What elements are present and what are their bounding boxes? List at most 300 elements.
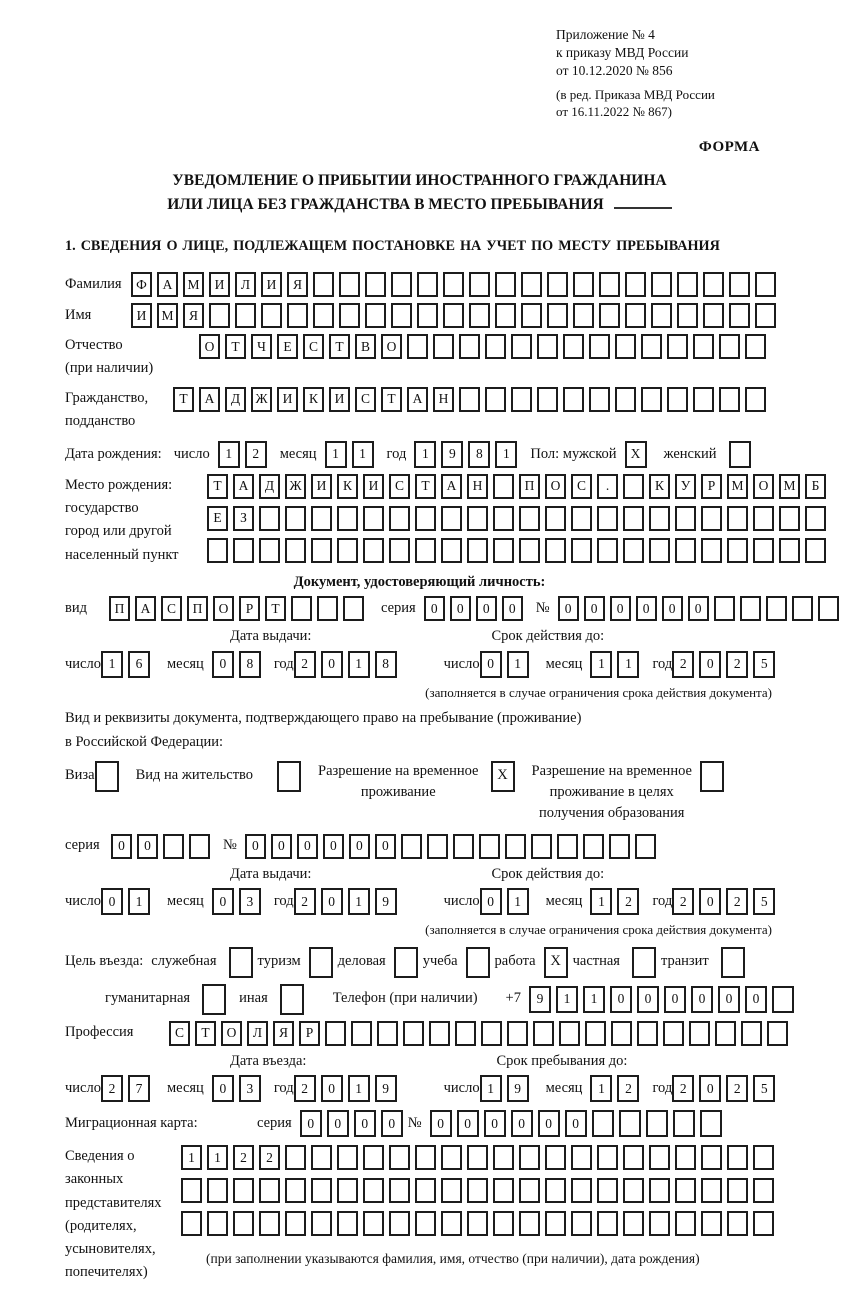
char-cell[interactable]: 1 bbox=[583, 986, 605, 1013]
char-cell[interactable]: И bbox=[131, 303, 152, 328]
char-cell[interactable]: 1 bbox=[507, 888, 529, 915]
char-cell[interactable]: Т bbox=[207, 474, 228, 499]
char-cell[interactable]: О bbox=[545, 474, 566, 499]
char-cell[interactable] bbox=[677, 272, 698, 297]
char-cell[interactable] bbox=[729, 303, 750, 328]
char-cell[interactable]: 6 bbox=[128, 651, 150, 678]
char-cell[interactable] bbox=[441, 1178, 462, 1203]
char-cell[interactable] bbox=[493, 506, 514, 531]
char-cell[interactable]: Р bbox=[299, 1021, 320, 1046]
char-cell[interactable]: П bbox=[109, 596, 130, 621]
char-cell[interactable] bbox=[766, 596, 787, 621]
char-cell[interactable]: 1 bbox=[101, 651, 123, 678]
char-cell[interactable] bbox=[287, 303, 308, 328]
char-cell[interactable]: 0 bbox=[212, 888, 234, 915]
char-cell[interactable]: 9 bbox=[529, 986, 551, 1013]
char-cell[interactable]: 9 bbox=[507, 1075, 529, 1102]
char-cell[interactable] bbox=[285, 1178, 306, 1203]
char-cell[interactable]: Ч bbox=[251, 334, 272, 359]
residence-series-cells[interactable] bbox=[111, 834, 215, 859]
profession-cells[interactable] bbox=[169, 1021, 793, 1046]
char-cell[interactable]: 0 bbox=[111, 834, 132, 859]
char-cell[interactable]: 0 bbox=[137, 834, 158, 859]
char-cell[interactable]: 5 bbox=[753, 651, 775, 678]
char-cell[interactable] bbox=[573, 272, 594, 297]
entry-year-cells[interactable] bbox=[294, 1075, 402, 1102]
char-cell[interactable] bbox=[545, 538, 566, 563]
representatives-cells-row1[interactable] bbox=[181, 1145, 779, 1170]
char-cell[interactable] bbox=[571, 1178, 592, 1203]
char-cell[interactable] bbox=[417, 272, 438, 297]
char-cell[interactable] bbox=[563, 334, 584, 359]
char-cell[interactable]: 0 bbox=[718, 986, 740, 1013]
char-cell[interactable]: 3 bbox=[239, 888, 261, 915]
char-cell[interactable]: Ж bbox=[251, 387, 272, 412]
char-cell[interactable] bbox=[545, 1178, 566, 1203]
char-cell[interactable] bbox=[615, 334, 636, 359]
char-cell[interactable]: Е bbox=[277, 334, 298, 359]
char-cell[interactable]: Ж bbox=[285, 474, 306, 499]
char-cell[interactable]: 0 bbox=[565, 1110, 587, 1137]
char-cell[interactable]: Е bbox=[207, 506, 228, 531]
char-cell[interactable]: 1 bbox=[352, 441, 374, 468]
char-cell[interactable] bbox=[519, 506, 540, 531]
char-cell[interactable]: 0 bbox=[484, 1110, 506, 1137]
char-cell[interactable] bbox=[755, 303, 776, 328]
char-cell[interactable]: 1 bbox=[556, 986, 578, 1013]
char-cell[interactable] bbox=[623, 1211, 644, 1236]
char-cell[interactable]: 0 bbox=[480, 651, 502, 678]
char-cell[interactable] bbox=[229, 947, 253, 978]
char-cell[interactable]: 0 bbox=[424, 596, 445, 621]
char-cell[interactable] bbox=[779, 506, 800, 531]
char-cell[interactable] bbox=[493, 1145, 514, 1170]
char-cell[interactable] bbox=[337, 538, 358, 563]
char-cell[interactable] bbox=[311, 1211, 332, 1236]
char-cell[interactable] bbox=[635, 834, 656, 859]
char-cell[interactable]: X bbox=[544, 947, 568, 978]
char-cell[interactable]: 0 bbox=[637, 986, 659, 1013]
char-cell[interactable] bbox=[325, 1021, 346, 1046]
char-cell[interactable]: 2 bbox=[672, 888, 694, 915]
char-cell[interactable]: 0 bbox=[511, 1110, 533, 1137]
char-cell[interactable]: 1 bbox=[181, 1145, 202, 1170]
char-cell[interactable] bbox=[714, 596, 735, 621]
char-cell[interactable]: 0 bbox=[212, 651, 234, 678]
char-cell[interactable] bbox=[727, 1211, 748, 1236]
char-cell[interactable]: И bbox=[363, 474, 384, 499]
char-cell[interactable]: 1 bbox=[590, 888, 612, 915]
char-cell[interactable] bbox=[181, 1178, 202, 1203]
char-cell[interactable]: Д bbox=[259, 474, 280, 499]
char-cell[interactable]: X bbox=[625, 441, 647, 468]
representatives-cells-row2[interactable] bbox=[181, 1178, 779, 1203]
char-cell[interactable] bbox=[280, 984, 304, 1015]
char-cell[interactable]: 1 bbox=[325, 441, 347, 468]
char-cell[interactable] bbox=[189, 834, 210, 859]
char-cell[interactable] bbox=[391, 303, 412, 328]
char-cell[interactable] bbox=[753, 538, 774, 563]
char-cell[interactable] bbox=[585, 1021, 606, 1046]
char-cell[interactable] bbox=[649, 506, 670, 531]
char-cell[interactable]: 2 bbox=[726, 888, 748, 915]
char-cell[interactable]: 0 bbox=[297, 834, 318, 859]
char-cell[interactable] bbox=[337, 1145, 358, 1170]
birth-place-cells-row2[interactable] bbox=[207, 506, 831, 531]
char-cell[interactable] bbox=[389, 1145, 410, 1170]
char-cell[interactable] bbox=[339, 303, 360, 328]
res-valid-year-cells[interactable] bbox=[672, 888, 780, 915]
char-cell[interactable] bbox=[557, 834, 578, 859]
char-cell[interactable] bbox=[493, 1211, 514, 1236]
char-cell[interactable] bbox=[703, 272, 724, 297]
char-cell[interactable] bbox=[313, 272, 334, 297]
char-cell[interactable] bbox=[363, 1178, 384, 1203]
char-cell[interactable] bbox=[649, 538, 670, 563]
char-cell[interactable] bbox=[721, 947, 745, 978]
char-cell[interactable]: Я bbox=[273, 1021, 294, 1046]
char-cell[interactable]: О bbox=[221, 1021, 242, 1046]
char-cell[interactable]: А bbox=[407, 387, 428, 412]
char-cell[interactable] bbox=[753, 1145, 774, 1170]
char-cell[interactable] bbox=[95, 761, 119, 792]
char-cell[interactable] bbox=[389, 1211, 410, 1236]
char-cell[interactable]: 0 bbox=[323, 834, 344, 859]
char-cell[interactable] bbox=[505, 834, 526, 859]
char-cell[interactable]: С bbox=[169, 1021, 190, 1046]
char-cell[interactable] bbox=[339, 272, 360, 297]
char-cell[interactable] bbox=[493, 1178, 514, 1203]
char-cell[interactable] bbox=[623, 474, 644, 499]
edu-permit-checkbox[interactable] bbox=[700, 761, 729, 792]
sex-male-checkbox[interactable] bbox=[625, 441, 652, 468]
char-cell[interactable]: 0 bbox=[321, 888, 343, 915]
char-cell[interactable] bbox=[609, 834, 630, 859]
char-cell[interactable] bbox=[415, 1178, 436, 1203]
valid-day-cells[interactable] bbox=[480, 651, 534, 678]
char-cell[interactable]: Н bbox=[467, 474, 488, 499]
char-cell[interactable] bbox=[493, 474, 514, 499]
char-cell[interactable] bbox=[259, 506, 280, 531]
char-cell[interactable]: 0 bbox=[321, 651, 343, 678]
char-cell[interactable]: И bbox=[329, 387, 350, 412]
char-cell[interactable]: 0 bbox=[327, 1110, 349, 1137]
char-cell[interactable] bbox=[673, 1110, 695, 1137]
char-cell[interactable] bbox=[651, 303, 672, 328]
char-cell[interactable] bbox=[401, 834, 422, 859]
char-cell[interactable] bbox=[701, 538, 722, 563]
char-cell[interactable]: X bbox=[491, 761, 515, 792]
char-cell[interactable]: 0 bbox=[212, 1075, 234, 1102]
char-cell[interactable] bbox=[589, 387, 610, 412]
char-cell[interactable] bbox=[755, 272, 776, 297]
char-cell[interactable]: А bbox=[199, 387, 220, 412]
char-cell[interactable] bbox=[433, 334, 454, 359]
char-cell[interactable] bbox=[389, 538, 410, 563]
char-cell[interactable] bbox=[700, 761, 724, 792]
char-cell[interactable]: 0 bbox=[476, 596, 497, 621]
char-cell[interactable]: 0 bbox=[349, 834, 370, 859]
char-cell[interactable]: Б bbox=[805, 474, 826, 499]
char-cell[interactable]: 0 bbox=[375, 834, 396, 859]
char-cell[interactable] bbox=[427, 834, 448, 859]
purpose-business-checkbox[interactable] bbox=[394, 947, 423, 978]
char-cell[interactable] bbox=[259, 1211, 280, 1236]
res-valid-day-cells[interactable] bbox=[480, 888, 534, 915]
char-cell[interactable] bbox=[291, 596, 312, 621]
valid-month-cells[interactable] bbox=[590, 651, 644, 678]
citizenship-cells[interactable] bbox=[173, 387, 771, 412]
char-cell[interactable] bbox=[805, 506, 826, 531]
char-cell[interactable]: 1 bbox=[348, 651, 370, 678]
char-cell[interactable] bbox=[533, 1021, 554, 1046]
char-cell[interactable] bbox=[741, 1021, 762, 1046]
char-cell[interactable] bbox=[545, 1145, 566, 1170]
char-cell[interactable] bbox=[792, 596, 813, 621]
char-cell[interactable] bbox=[343, 596, 364, 621]
char-cell[interactable]: 0 bbox=[502, 596, 523, 621]
char-cell[interactable] bbox=[259, 538, 280, 563]
char-cell[interactable] bbox=[649, 1211, 670, 1236]
char-cell[interactable] bbox=[719, 387, 740, 412]
purpose-humanitarian-checkbox[interactable] bbox=[202, 984, 231, 1015]
char-cell[interactable] bbox=[599, 272, 620, 297]
char-cell[interactable]: П bbox=[187, 596, 208, 621]
char-cell[interactable] bbox=[455, 1021, 476, 1046]
char-cell[interactable] bbox=[351, 1021, 372, 1046]
char-cell[interactable] bbox=[459, 334, 480, 359]
char-cell[interactable]: М bbox=[727, 474, 748, 499]
migration-number-cells[interactable] bbox=[430, 1110, 727, 1137]
char-cell[interactable]: 3 bbox=[239, 1075, 261, 1102]
char-cell[interactable] bbox=[209, 303, 230, 328]
char-cell[interactable]: 8 bbox=[239, 651, 261, 678]
char-cell[interactable]: Л bbox=[247, 1021, 268, 1046]
char-cell[interactable] bbox=[519, 1211, 540, 1236]
char-cell[interactable] bbox=[677, 303, 698, 328]
char-cell[interactable]: Т bbox=[265, 596, 286, 621]
char-cell[interactable] bbox=[441, 506, 462, 531]
char-cell[interactable] bbox=[389, 506, 410, 531]
char-cell[interactable]: 1 bbox=[495, 441, 517, 468]
char-cell[interactable] bbox=[753, 1178, 774, 1203]
res-issue-day-cells[interactable] bbox=[101, 888, 155, 915]
char-cell[interactable]: 1 bbox=[617, 651, 639, 678]
char-cell[interactable]: 8 bbox=[468, 441, 490, 468]
char-cell[interactable] bbox=[597, 538, 618, 563]
char-cell[interactable] bbox=[469, 272, 490, 297]
char-cell[interactable] bbox=[511, 334, 532, 359]
char-cell[interactable] bbox=[311, 538, 332, 563]
char-cell[interactable]: Т bbox=[415, 474, 436, 499]
char-cell[interactable] bbox=[337, 506, 358, 531]
char-cell[interactable] bbox=[693, 387, 714, 412]
visa-checkbox[interactable] bbox=[95, 761, 124, 792]
char-cell[interactable]: О bbox=[199, 334, 220, 359]
char-cell[interactable]: А bbox=[157, 272, 178, 297]
char-cell[interactable]: К bbox=[337, 474, 358, 499]
birth-place-cells-row1[interactable] bbox=[207, 474, 831, 499]
char-cell[interactable] bbox=[779, 538, 800, 563]
char-cell[interactable] bbox=[571, 506, 592, 531]
char-cell[interactable] bbox=[615, 387, 636, 412]
entry-month-cells[interactable] bbox=[212, 1075, 266, 1102]
birth-place-cells-row3[interactable] bbox=[207, 538, 831, 563]
char-cell[interactable]: 9 bbox=[375, 888, 397, 915]
char-cell[interactable] bbox=[459, 387, 480, 412]
char-cell[interactable]: 2 bbox=[101, 1075, 123, 1102]
char-cell[interactable] bbox=[311, 1145, 332, 1170]
char-cell[interactable]: 0 bbox=[457, 1110, 479, 1137]
char-cell[interactable]: Я bbox=[287, 272, 308, 297]
char-cell[interactable]: Т bbox=[195, 1021, 216, 1046]
doc-kind-cells[interactable] bbox=[109, 596, 369, 621]
char-cell[interactable] bbox=[701, 1211, 722, 1236]
char-cell[interactable] bbox=[547, 303, 568, 328]
char-cell[interactable] bbox=[443, 272, 464, 297]
char-cell[interactable]: Т bbox=[225, 334, 246, 359]
char-cell[interactable] bbox=[181, 1211, 202, 1236]
char-cell[interactable] bbox=[163, 834, 184, 859]
char-cell[interactable] bbox=[311, 1178, 332, 1203]
char-cell[interactable] bbox=[235, 303, 256, 328]
char-cell[interactable]: М bbox=[157, 303, 178, 328]
char-cell[interactable]: А bbox=[233, 474, 254, 499]
char-cell[interactable]: 0 bbox=[636, 596, 657, 621]
purpose-work-checkbox[interactable] bbox=[544, 947, 573, 978]
char-cell[interactable]: П bbox=[519, 474, 540, 499]
char-cell[interactable] bbox=[818, 596, 839, 621]
char-cell[interactable] bbox=[767, 1021, 788, 1046]
char-cell[interactable] bbox=[571, 1145, 592, 1170]
char-cell[interactable]: 0 bbox=[538, 1110, 560, 1137]
char-cell[interactable]: 0 bbox=[381, 1110, 403, 1137]
char-cell[interactable]: 2 bbox=[294, 888, 316, 915]
char-cell[interactable]: А bbox=[135, 596, 156, 621]
doc-number-cells[interactable] bbox=[558, 596, 844, 621]
char-cell[interactable]: 2 bbox=[672, 651, 694, 678]
char-cell[interactable] bbox=[469, 303, 490, 328]
char-cell[interactable]: 2 bbox=[617, 888, 639, 915]
char-cell[interactable] bbox=[667, 387, 688, 412]
char-cell[interactable] bbox=[589, 334, 610, 359]
char-cell[interactable]: 0 bbox=[662, 596, 683, 621]
char-cell[interactable] bbox=[417, 303, 438, 328]
char-cell[interactable] bbox=[619, 1110, 641, 1137]
char-cell[interactable] bbox=[467, 1145, 488, 1170]
char-cell[interactable] bbox=[675, 1145, 696, 1170]
char-cell[interactable]: К bbox=[303, 387, 324, 412]
issue-month-cells[interactable] bbox=[212, 651, 266, 678]
char-cell[interactable] bbox=[441, 1211, 462, 1236]
char-cell[interactable]: . bbox=[597, 474, 618, 499]
char-cell[interactable]: 0 bbox=[699, 1075, 721, 1102]
char-cell[interactable] bbox=[261, 303, 282, 328]
char-cell[interactable] bbox=[467, 538, 488, 563]
migration-series-cells[interactable] bbox=[300, 1110, 408, 1137]
char-cell[interactable] bbox=[415, 1211, 436, 1236]
doc-series-cells[interactable] bbox=[424, 596, 528, 621]
char-cell[interactable] bbox=[519, 538, 540, 563]
char-cell[interactable]: 1 bbox=[348, 1075, 370, 1102]
char-cell[interactable] bbox=[693, 334, 714, 359]
char-cell[interactable] bbox=[285, 1211, 306, 1236]
char-cell[interactable] bbox=[415, 506, 436, 531]
char-cell[interactable]: Л bbox=[235, 272, 256, 297]
char-cell[interactable] bbox=[485, 387, 506, 412]
char-cell[interactable]: Ф bbox=[131, 272, 152, 297]
char-cell[interactable] bbox=[495, 303, 516, 328]
char-cell[interactable] bbox=[429, 1021, 450, 1046]
char-cell[interactable] bbox=[597, 1178, 618, 1203]
char-cell[interactable]: 1 bbox=[128, 888, 150, 915]
char-cell[interactable] bbox=[689, 1021, 710, 1046]
char-cell[interactable] bbox=[363, 538, 384, 563]
char-cell[interactable] bbox=[233, 1178, 254, 1203]
char-cell[interactable]: И bbox=[277, 387, 298, 412]
char-cell[interactable]: С bbox=[161, 596, 182, 621]
char-cell[interactable] bbox=[207, 538, 228, 563]
char-cell[interactable]: 0 bbox=[699, 651, 721, 678]
char-cell[interactable] bbox=[675, 506, 696, 531]
char-cell[interactable] bbox=[467, 506, 488, 531]
char-cell[interactable]: К bbox=[649, 474, 670, 499]
char-cell[interactable] bbox=[441, 538, 462, 563]
char-cell[interactable] bbox=[481, 1021, 502, 1046]
char-cell[interactable] bbox=[637, 1021, 658, 1046]
char-cell[interactable]: 0 bbox=[691, 986, 713, 1013]
char-cell[interactable] bbox=[740, 596, 761, 621]
char-cell[interactable]: У bbox=[675, 474, 696, 499]
issue-year-cells[interactable] bbox=[294, 651, 402, 678]
char-cell[interactable] bbox=[611, 1021, 632, 1046]
char-cell[interactable] bbox=[651, 272, 672, 297]
char-cell[interactable]: 0 bbox=[271, 834, 292, 859]
char-cell[interactable]: 0 bbox=[699, 888, 721, 915]
char-cell[interactable]: Т bbox=[329, 334, 350, 359]
char-cell[interactable]: С bbox=[355, 387, 376, 412]
stay-year-cells[interactable] bbox=[672, 1075, 780, 1102]
char-cell[interactable]: 0 bbox=[745, 986, 767, 1013]
firstname-cells[interactable] bbox=[131, 303, 781, 328]
char-cell[interactable] bbox=[531, 834, 552, 859]
char-cell[interactable] bbox=[311, 506, 332, 531]
char-cell[interactable]: 0 bbox=[430, 1110, 452, 1137]
char-cell[interactable]: 9 bbox=[375, 1075, 397, 1102]
char-cell[interactable] bbox=[545, 1211, 566, 1236]
char-cell[interactable] bbox=[337, 1178, 358, 1203]
char-cell[interactable] bbox=[479, 834, 500, 859]
char-cell[interactable]: 0 bbox=[610, 986, 632, 1013]
char-cell[interactable]: М bbox=[779, 474, 800, 499]
char-cell[interactable] bbox=[495, 272, 516, 297]
char-cell[interactable] bbox=[466, 947, 490, 978]
char-cell[interactable] bbox=[453, 834, 474, 859]
char-cell[interactable] bbox=[675, 538, 696, 563]
char-cell[interactable] bbox=[772, 986, 794, 1013]
char-cell[interactable] bbox=[559, 1021, 580, 1046]
char-cell[interactable]: 1 bbox=[590, 651, 612, 678]
char-cell[interactable] bbox=[583, 834, 604, 859]
char-cell[interactable]: 2 bbox=[245, 441, 267, 468]
char-cell[interactable] bbox=[391, 272, 412, 297]
char-cell[interactable] bbox=[623, 1178, 644, 1203]
char-cell[interactable]: 8 bbox=[375, 651, 397, 678]
char-cell[interactable] bbox=[632, 947, 656, 978]
char-cell[interactable]: 0 bbox=[664, 986, 686, 1013]
purpose-study-checkbox[interactable] bbox=[466, 947, 495, 978]
char-cell[interactable] bbox=[317, 596, 338, 621]
